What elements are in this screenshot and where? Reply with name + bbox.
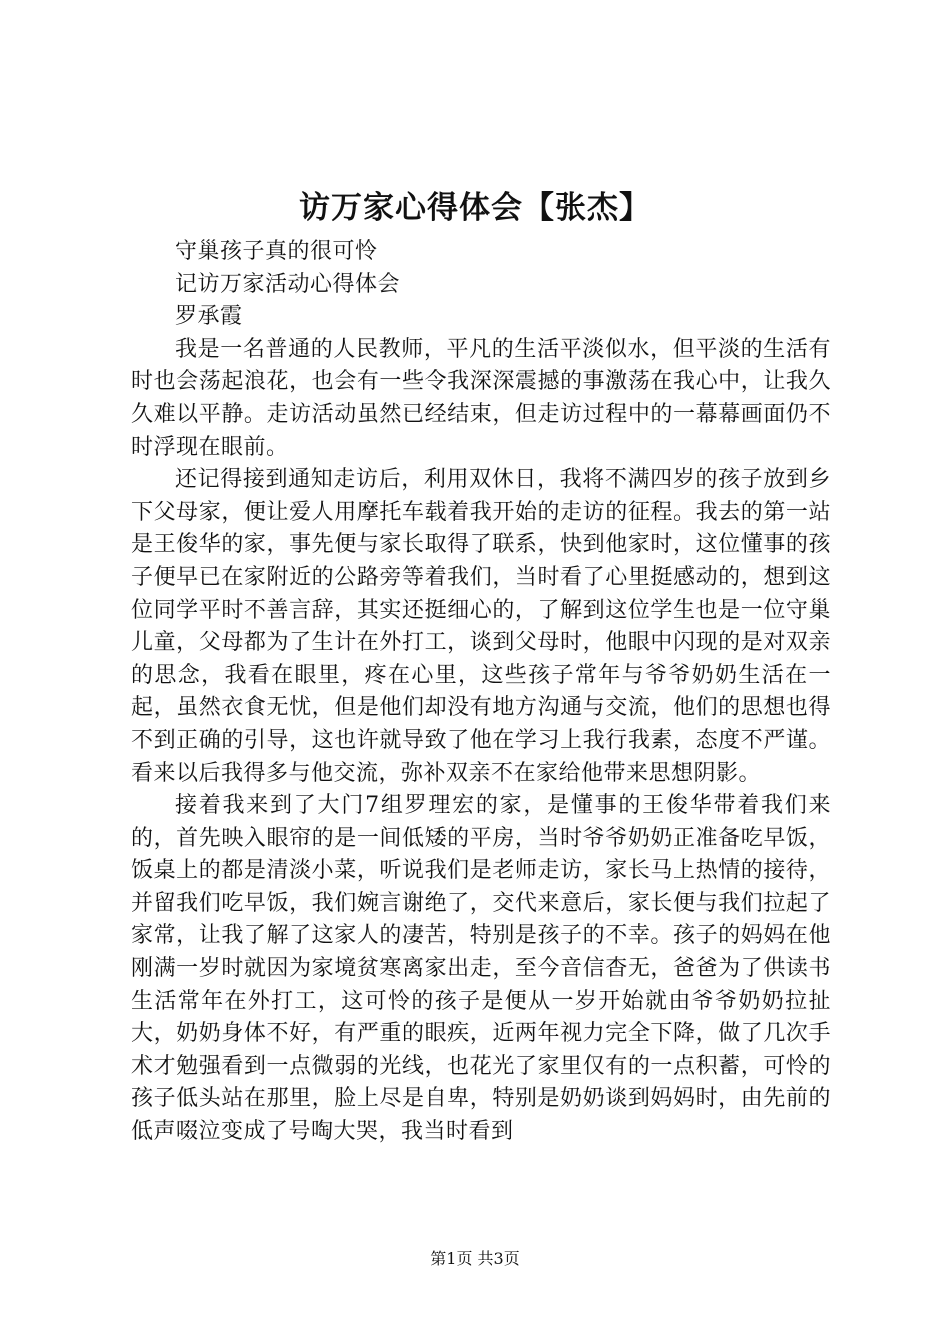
subheading-line: 记访万家活动心得体会 [175,271,401,297]
author-line: 罗承霞 [175,304,243,330]
page-footer: 第1页 共3页 [430,1249,520,1268]
document-body [131,236,831,1149]
subtitle-line: 守巢孩子真的很可怜 [175,239,378,264]
paragraph-2: 还记得接到通知走访后，利用双休日，我将不满四岁的孩子放到乡下父母家，便让爱人用摩托车载着我开始的走访的征程。我去的第一站是王俊华的家，事先便与家长取得了联系，快到他家时，这位懂事的孩子便早已在家附近的公路旁等着我们，当时看了心里挺感动的，想到这位同学平时不善言辞，其实还挺细心的，了解到这位学生也是一位守巢儿童，父母都为了生计在外打工，谈到父母时，他眼中闪现的是对双亲的思念，我看在眼里，疼在心里，这些孩子常年与爷爷奶奶生活在一起，虽然衣食无忧，但是他们却没有地方沟通与交流，他们的思想也得不到正确的引导，这也许就导致了他在学习上我行我素，态度不严谨。看来以后我得多与他交流，弥补双亲不在家给他带来思想阴影。 [131,467,831,786]
document-title: 访万家心得体会【张杰】 [299,190,651,226]
paragraph-3: 接着我来到了大门7组罗理宏的家，是懂事的王俊华带着我们来的，首先映入眼帘的是一间低矮的平房，当时爷爷奶奶正准备吃早饭，饭桌上的都是清淡小菜，听说我们是老师走访，家长马上热情的接待，并留我们吃早饭，我们婉言谢绝了，交代来意后，家长便与我们拉起了家常，让我了解了这家人的凄苦，特别是孩子的不幸。孩子的妈妈在他刚满一岁时就因为家境贫寒离家出走，至今音信杳无，爸爸为了供读书生活常年在外打工，这可怜的孩子是便从一岁开始就由爷爷奶奶拉扯大，奶奶身体不好，有严重的眼疾，近两年视力完全下降，做了几次手术才勉强看到一点微弱的光线，也花光了家里仅有的一点积蓄，可怜的孩子低头站在那里，脸上尽是自卑，特别是奶奶谈到妈妈时，由先前的低声啜泣变成了号啕大哭，我当时看到 [131,793,831,1145]
paragraph-1: 我是一名普通的人民教师，平凡的生活平淡似水，但平淡的生活有时也会荡起浪花，也会有一些令我深深震撼的事激荡在我心中，让我久久难以平静。走访活动虽然已经结束，但走访过程中的一幕幕画面仍不时浮现在眼前。 [131,336,831,460]
